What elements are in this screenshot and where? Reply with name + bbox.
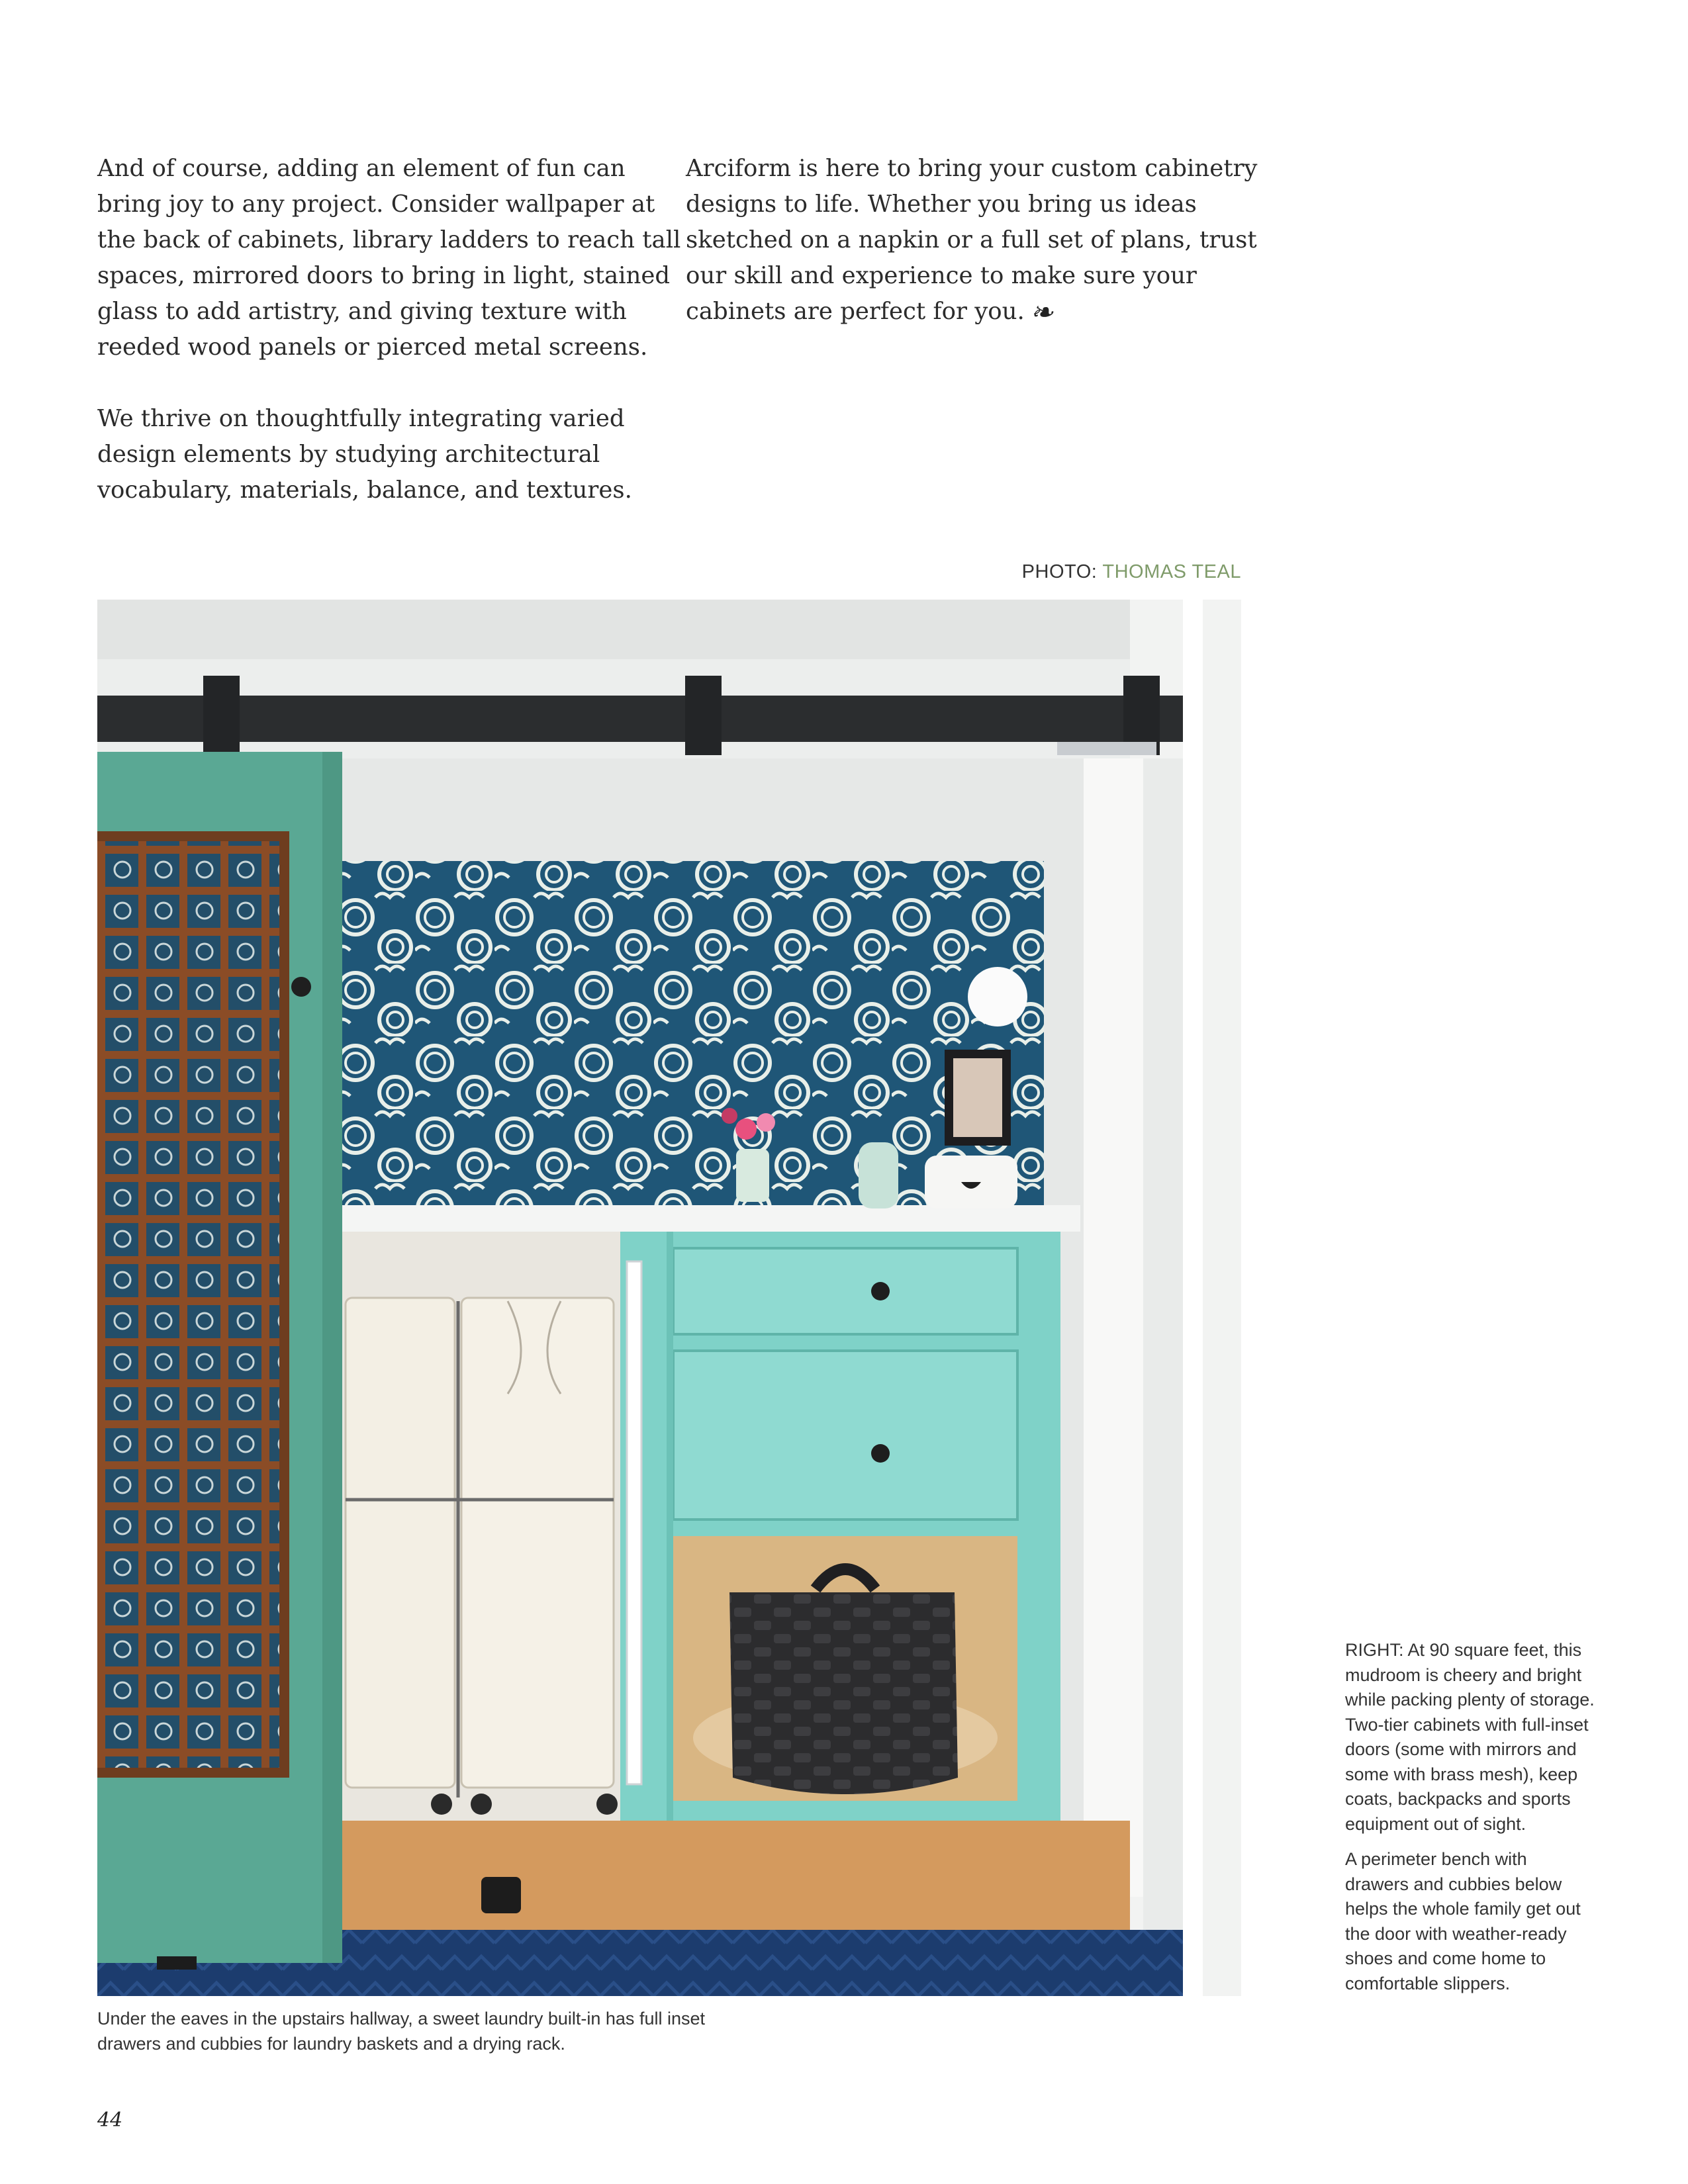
text-line: reeded wood panels or pierced metal screens. — [97, 334, 648, 361]
photo-credit-name: THOMAS TEAL — [1102, 561, 1241, 582]
caption-line: drawers and cubbies for laundry baskets and a drying rack. — [97, 2034, 565, 2054]
caption-line: equipment out of sight. — [1345, 1813, 1526, 1834]
text-line: our skill and experience to make sure your — [686, 262, 1197, 289]
text-line: sketched on a napkin or a full set of plans, trust — [686, 226, 1257, 253]
text-line: bring joy to any project. Consider wallpaper at — [97, 191, 655, 218]
text-line: Arciform is here to bring your custom cabinetry — [686, 155, 1258, 182]
caption-line: the door with weather-ready — [1345, 1923, 1567, 1944]
photo-credit — [1022, 561, 1241, 583]
caption-line: shoes and come home to — [1345, 1948, 1546, 1968]
text-line: spaces, mirrored doors to bring in light, stained — [97, 262, 671, 289]
right-text-column — [686, 151, 1268, 366]
laundry-built-in-photo — [97, 600, 1241, 1996]
text-line: designs to life. Whether you bring us ideas — [686, 191, 1197, 218]
text-line: And of course, adding an element of fun can — [97, 155, 626, 182]
text-line — [686, 294, 1268, 330]
caption-line: mudroom is cheery and bright — [1345, 1664, 1582, 1685]
text-line: We thrive on thoughtfully integrating varied — [97, 405, 625, 432]
caption-right-paragraph-1 — [1345, 1638, 1636, 1837]
caption-line: Two-tier cabinets with full-inset — [1345, 1714, 1589, 1735]
caption-line: drawers and cubbies below — [1345, 1874, 1562, 1894]
photo-illustration — [97, 600, 1241, 1996]
arciform-monogram-icon: ❧ — [1029, 296, 1054, 328]
caption-line: A perimeter bench with — [1345, 1849, 1527, 1869]
caption-line: RIGHT: At 90 square feet, this — [1345, 1640, 1582, 1660]
photo-caption-bottom — [97, 2006, 859, 2056]
caption-line: while packing plenty of storage. — [1345, 1690, 1595, 1709]
text-line: the back of cabinets, library ladders to reach tall — [97, 226, 681, 253]
text-line: design elements by studying architectural — [97, 441, 600, 468]
caption-right-paragraph-2 — [1345, 1847, 1636, 1996]
left-paragraph-2 — [97, 401, 667, 508]
right-paragraph-1 — [686, 151, 1268, 330]
text-line: glass to add artistry, and giving texture with — [97, 298, 627, 325]
text-line-content: cabinets are perfect for you. — [686, 298, 1025, 325]
page-number: 44 — [97, 2109, 123, 2132]
text-line: vocabulary, materials, balance, and textures. — [97, 477, 632, 504]
caption-line: doors (some with mirrors and — [1345, 1739, 1577, 1759]
left-text-column — [97, 151, 681, 544]
caption-line: helps the whole family get out — [1345, 1899, 1581, 1919]
caption-line: comfortable slippers. — [1345, 1973, 1511, 1993]
photo-caption-right — [1345, 1638, 1636, 2007]
photo-credit-label: PHOTO: — [1021, 561, 1098, 582]
caption-line: Under the eaves in the upstairs hallway, a sweet laundry built-in has full inset — [97, 2009, 705, 2028]
left-paragraph-1 — [97, 151, 681, 365]
caption-line: coats, backpacks and sports — [1345, 1789, 1571, 1809]
caption-line: some with brass mesh), keep — [1345, 1764, 1578, 1784]
